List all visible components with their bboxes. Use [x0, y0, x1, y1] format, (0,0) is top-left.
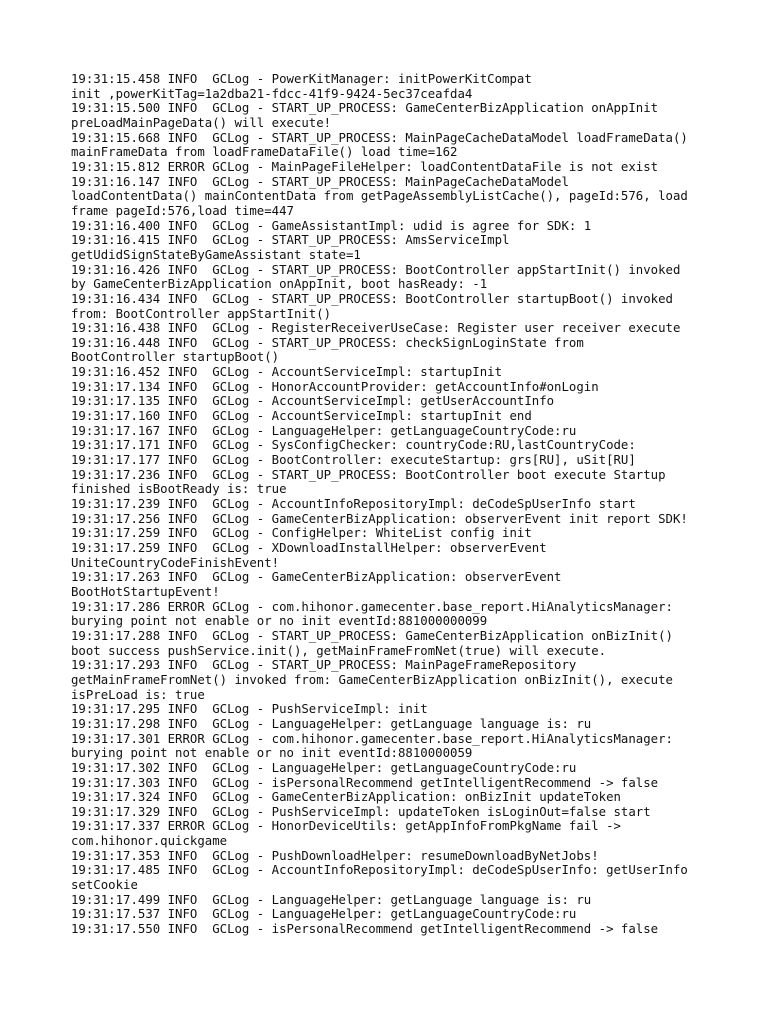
log-line: 19:31:17.293 INFO GCLog - START_UP_PROCESS: MainPageFrameRepository — [71, 658, 577, 673]
log-line: UniteCountryCodeFinishEvent! — [71, 555, 280, 570]
log-line: 19:31:17.171 INFO GCLog - SysConfigChecker: countryCode:RU,lastCountryCode: — [71, 438, 636, 453]
log-document — [71, 72, 711, 937]
log-line: init ,powerKitTag=1a2dba21-fdcc-41f9-9424-5ec37ceafda4 — [71, 86, 473, 101]
log-line: 19:31:17.353 INFO GCLog - PushDownloadHelper: resumeDownloadByNetJobs! — [71, 848, 599, 863]
log-line: 19:31:17.167 INFO GCLog - LanguageHelper: getLanguageCountryCode:ru — [71, 423, 577, 438]
log-line: getUdidSignStateByGameAssistant state=1 — [71, 247, 361, 262]
log-line: 19:31:17.263 INFO GCLog - GameCenterBizApplication: observerEvent — [71, 570, 562, 585]
log-line: 19:31:17.288 INFO GCLog - START_UP_PROCESS: GameCenterBizApplication onBizInit() — [71, 628, 673, 643]
log-line: 19:31:17.298 INFO GCLog - LanguageHelper: getLanguage language is: ru — [71, 716, 592, 731]
log-line: 19:31:17.302 INFO GCLog - LanguageHelper: getLanguageCountryCode:ru — [71, 760, 577, 775]
log-line: 19:31:15.668 INFO GCLog - START_UP_PROCESS: MainPageCacheDataModel loadFrameData() — [71, 130, 688, 145]
log-line: 19:31:16.400 INFO GCLog - GameAssistantImpl: udid is agree for SDK: 1 — [71, 218, 592, 233]
log-line: 19:31:17.295 INFO GCLog - PushServiceImpl: init — [71, 702, 428, 717]
log-line: 19:31:17.286 ERROR GCLog - com.hihonor.gamecenter.base_report.HiAnalyticsManager: — [71, 599, 673, 614]
log-line: finished isBootReady is: true — [71, 482, 287, 497]
log-line: 19:31:17.236 INFO GCLog - START_UP_PROCESS: BootController boot execute Startup — [71, 467, 666, 482]
log-line: 19:31:17.135 INFO GCLog - AccountServiceImpl: getUserAccountInfo — [71, 394, 555, 409]
log-line: 19:31:17.177 INFO GCLog - BootController: executeStartup: grs[RU], uSit[RU] — [71, 453, 636, 468]
log-line: 19:31:15.812 ERROR GCLog - MainPageFileHelper: loadContentDataFile is not exist — [71, 159, 659, 174]
log-line: com.hihonor.quickgame — [71, 834, 228, 849]
log-line: 19:31:16.415 INFO GCLog - START_UP_PROCESS: AmsServiceImpl — [71, 233, 510, 248]
log-line: BootHotStartupEvent! — [71, 584, 220, 599]
log-line: 19:31:17.259 INFO GCLog - ConfigHelper: WhiteList config init — [71, 526, 532, 541]
log-line: 19:31:15.458 INFO GCLog - PowerKitManager: initPowerKitCompat — [71, 72, 532, 86]
log-line: isPreLoad is: true — [71, 687, 205, 702]
log-line: setCookie — [71, 878, 138, 893]
log-line: 19:31:17.329 INFO GCLog - PushServiceImpl: updateToken isLoginOut=false start — [71, 804, 651, 819]
log-line: 19:31:16.438 INFO GCLog - RegisterReceiverUseCase: Register user receiver execute — [71, 321, 681, 336]
log-line: 19:31:16.434 INFO GCLog - START_UP_PROCESS: BootController startupBoot() invoked — [71, 291, 673, 306]
log-line: burying point not enable or no init eventId:8810000059 — [71, 746, 473, 761]
log-line: 19:31:17.537 INFO GCLog - LanguageHelper: getLanguageCountryCode:ru — [71, 907, 577, 922]
log-line: 19:31:17.337 ERROR GCLog - HonorDeviceUtils: getAppInfoFromPkgName fail -> — [71, 819, 621, 834]
log-line: 19:31:16.426 INFO GCLog - START_UP_PROCESS: BootController appStartInit() invoked — [71, 262, 681, 277]
log-line: BootController startupBoot() — [71, 350, 280, 365]
log-line: by GameCenterBizApplication onAppInit, boot hasReady: -1 — [71, 277, 488, 292]
log-line: 19:31:17.239 INFO GCLog - AccountInfoRepositoryImpl: deCodeSpUserInfo start — [71, 497, 636, 512]
log-line: loadContentData() mainContentData from getPageAssemblyListCache(), pageId:576, load — [71, 189, 688, 204]
log-line: getMainFrameFromNet() invoked from: GameCenterBizApplication onBizInit(), execute — [71, 672, 673, 687]
log-line: 19:31:17.160 INFO GCLog - AccountServiceImpl: startupInit end — [71, 409, 532, 424]
log-line: from: BootController appStartInit() — [71, 306, 332, 321]
log-line: 19:31:16.448 INFO GCLog - START_UP_PROCESS: checkSignLoginState from — [71, 335, 584, 350]
log-line: 19:31:17.550 INFO GCLog - isPersonalRecommend getIntelligentRecommend -> false — [71, 922, 659, 937]
log-line: 19:31:17.485 INFO GCLog - AccountInfoRepositoryImpl: deCodeSpUserInfo: getUserInfo — [71, 863, 688, 878]
log-line: 19:31:16.147 INFO GCLog - START_UP_PROCESS: MainPageCacheDataModel — [71, 174, 569, 189]
log-line: 19:31:17.301 ERROR GCLog - com.hihonor.gamecenter.base_report.HiAnalyticsManager: — [71, 731, 673, 746]
log-line: 19:31:15.500 INFO GCLog - START_UP_PROCESS: GameCenterBizApplication onAppInit — [71, 101, 659, 116]
log-line: frame pageId:576,load time=447 — [71, 203, 294, 218]
log-line: 19:31:17.499 INFO GCLog - LanguageHelper: getLanguage language is: ru — [71, 892, 592, 907]
log-line: burying point not enable or no init eventId:881000000099 — [71, 614, 488, 629]
log-line: 19:31:17.134 INFO GCLog - HonorAccountProvider: getAccountInfo#onLogin — [71, 379, 599, 394]
log-line: 19:31:16.452 INFO GCLog - AccountServiceImpl: startupInit — [71, 365, 503, 380]
log-line: 19:31:17.259 INFO GCLog - XDownloadInstallHelper: observerEvent — [71, 541, 547, 555]
log-line: 19:31:17.324 INFO GCLog - GameCenterBizApplication: onBizInit updateToken — [71, 790, 621, 805]
log-line: preLoadMainPageData() will execute! — [71, 115, 332, 130]
log-line: 19:31:17.303 INFO GCLog - isPersonalRecommend getIntelligentRecommend -> false — [71, 775, 659, 790]
log-line: mainFrameData from loadFrameDataFile() load time=162 — [71, 145, 458, 160]
log-line: 19:31:17.256 INFO GCLog - GameCenterBizApplication: observerEvent init report SDK! — [71, 511, 688, 526]
log-line: boot success pushService.init(), getMainFrameFromNet(true) will execute. — [71, 643, 607, 658]
